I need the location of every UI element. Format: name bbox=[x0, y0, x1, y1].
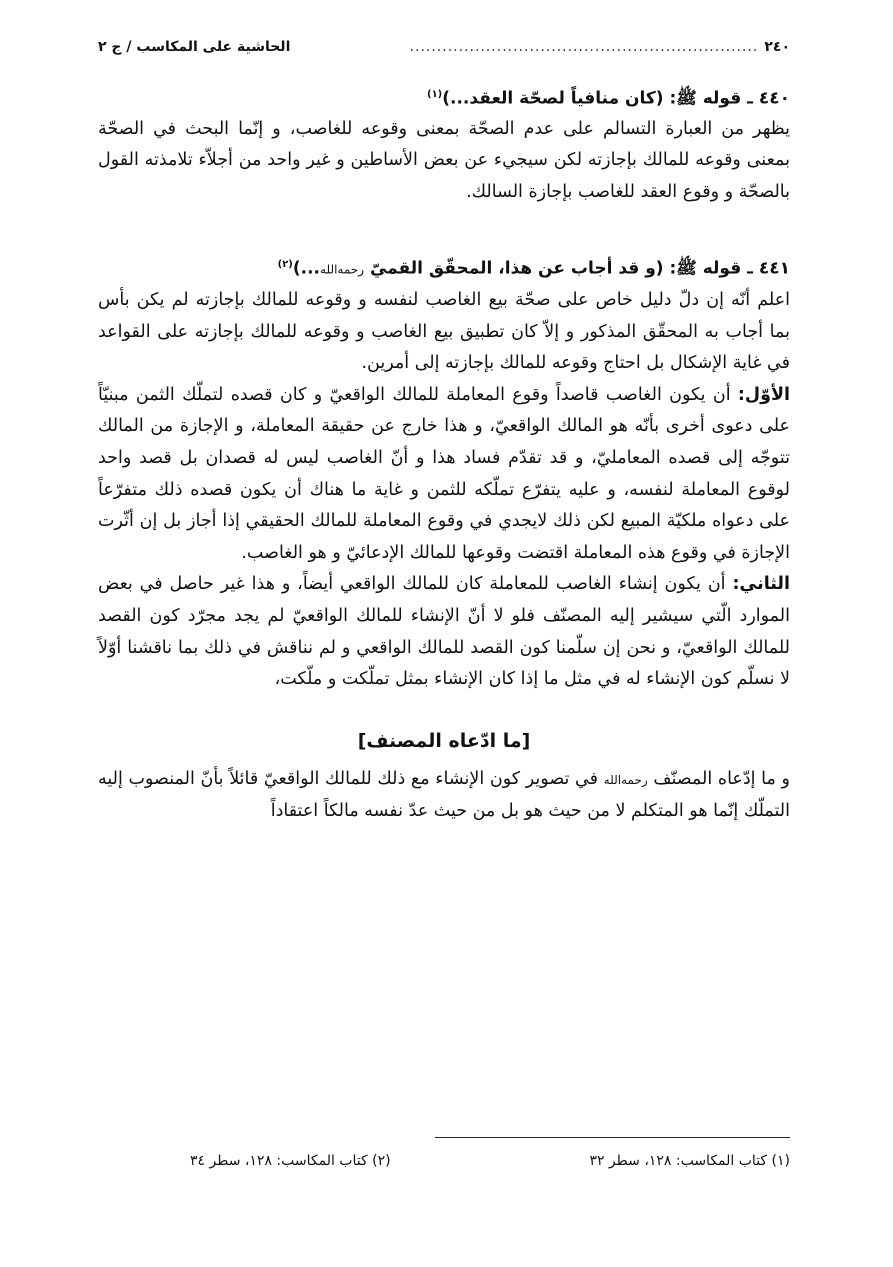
entry-441-title: ٤٤١ ـ قوله ﷺ: (و قد أجاب عن هذا، المحقّق القميّ رحمه‌الله...)$^{(٢)}$ bbox=[277, 259, 790, 280]
section-heading: [ما ادّعاه المصنف] bbox=[357, 729, 531, 752]
entry-440-text: يظهر من العبارة التسالم على عدم الصحّة بمعنى وقوعه للغاصب، و إنّما البحث في الصحّة بمعنى وقوعه للمالك بإجازته لكن سيجيء عن بعض الأساطين و غير واحد من أجلاّء تلامذته القول بالصحّة و وقوع العقد للغاصب بإجازة السالك. bbox=[98, 118, 790, 202]
footnotes bbox=[190, 1150, 790, 1172]
page-header bbox=[98, 36, 790, 58]
running-title: الحاشية على المكاسب / ج ٢ bbox=[98, 39, 291, 55]
section-text: و ما إدّعاه المصنّف رحمه‌الله في تصوير كون الإنشاء مع ذلك للمالك الواقعيّ قائلاً بأنّ المنصوب إليه التملّك إنّما هو المتكلم لا من حيث هو بل من حيث عدّ نفسه مالكاً اعتقاداً bbox=[98, 768, 791, 822]
document-page bbox=[98, 36, 790, 1267]
footnote-ref-2[interactable]: (٢) bbox=[277, 259, 293, 271]
footnote-ref-1[interactable]: (١) bbox=[426, 89, 443, 100]
header-dots: ................................................................ bbox=[409, 39, 759, 55]
entry-441-para-3: الثاني: أن يكون إنشاء الغاصب للمعاملة كان للمالك الواقعي أيضاً، و هذا غير حاصل في بعض الموارد الّتي سيشير إليه المصنّف فلو لا أنّ الإنشاء للمالك الواقعيّ لم يجد مجرّد كون القصد للمالك الواقعيّ، و نحن إن سلّمنا كون القصد للمالك الواقعي و لم نناقش في ذلك بما ناقشنا أوّلاً لا نسلّم كون الإنشاء له في مثل ما إذا كان الإنشاء بمثل تملّكت و ملّكت، bbox=[98, 574, 790, 690]
footnote-1: (١) كتاب المكاسب: ١٢٨، سطر ٣٢ bbox=[589, 1153, 790, 1169]
entry-440-title: ٤٤٠ ـ قوله ﷺ: (كان منافياً لصحّة العقد...)$^{(١)}$ bbox=[426, 88, 790, 109]
footnote-2: (٢) كتاب المكاسب: ١٢٨، سطر ٣٤ bbox=[190, 1153, 391, 1169]
footnote-divider bbox=[435, 1137, 790, 1138]
entry-441-para-2: الأوّل: أن يكون الغاصب قاصداً وقوع المعاملة للمالك الواقعيّ و كان قصده لتملّك الثمن مبنيّاً على دعوى أخرى بأنّه هو المالك الواقعيّ، و هذا خارج عن حقيقة المعاملة، و الإجازة من المالك تتوجّه إلى قصده المعامليّ، و قد تقدّم فساد هذا و أنّ الغاصب ليس له قصدان بل قصد واحد لوقوع المعاملة لنفسه، و عليه يتفرّع تملّكه للثمن و غاية ما هناك أن يكون قصده ذلك متفرّعاً على دعواه ملكيّة المبيع لكن ذلك لايجدي في وقوع المعاملة للمالك الحقيقي إذا أجاز بل إن أثّرت الإجازة في وقوع هذه المعاملة اقتضت وقوعها للمالك الإدعائيّ و هو الغاصب. bbox=[98, 384, 790, 563]
page-number: ٢٤٠ bbox=[764, 39, 790, 55]
entry-441-para-1: اعلم أنّه إن دلّ دليل خاص على صحّة بيع الغاصب لنفسه و وقوعه للمالك بإجازته لم يكن بأس بما أجاب به المحقّق المذكور و إلاّ كان تطبيق بيع الغاصب و وقوعه للمالك بإجازته على القواعد في غاية الإشكال بل احتاج وقوعه للمالك بإجازته إلى أمرين. bbox=[98, 290, 790, 374]
